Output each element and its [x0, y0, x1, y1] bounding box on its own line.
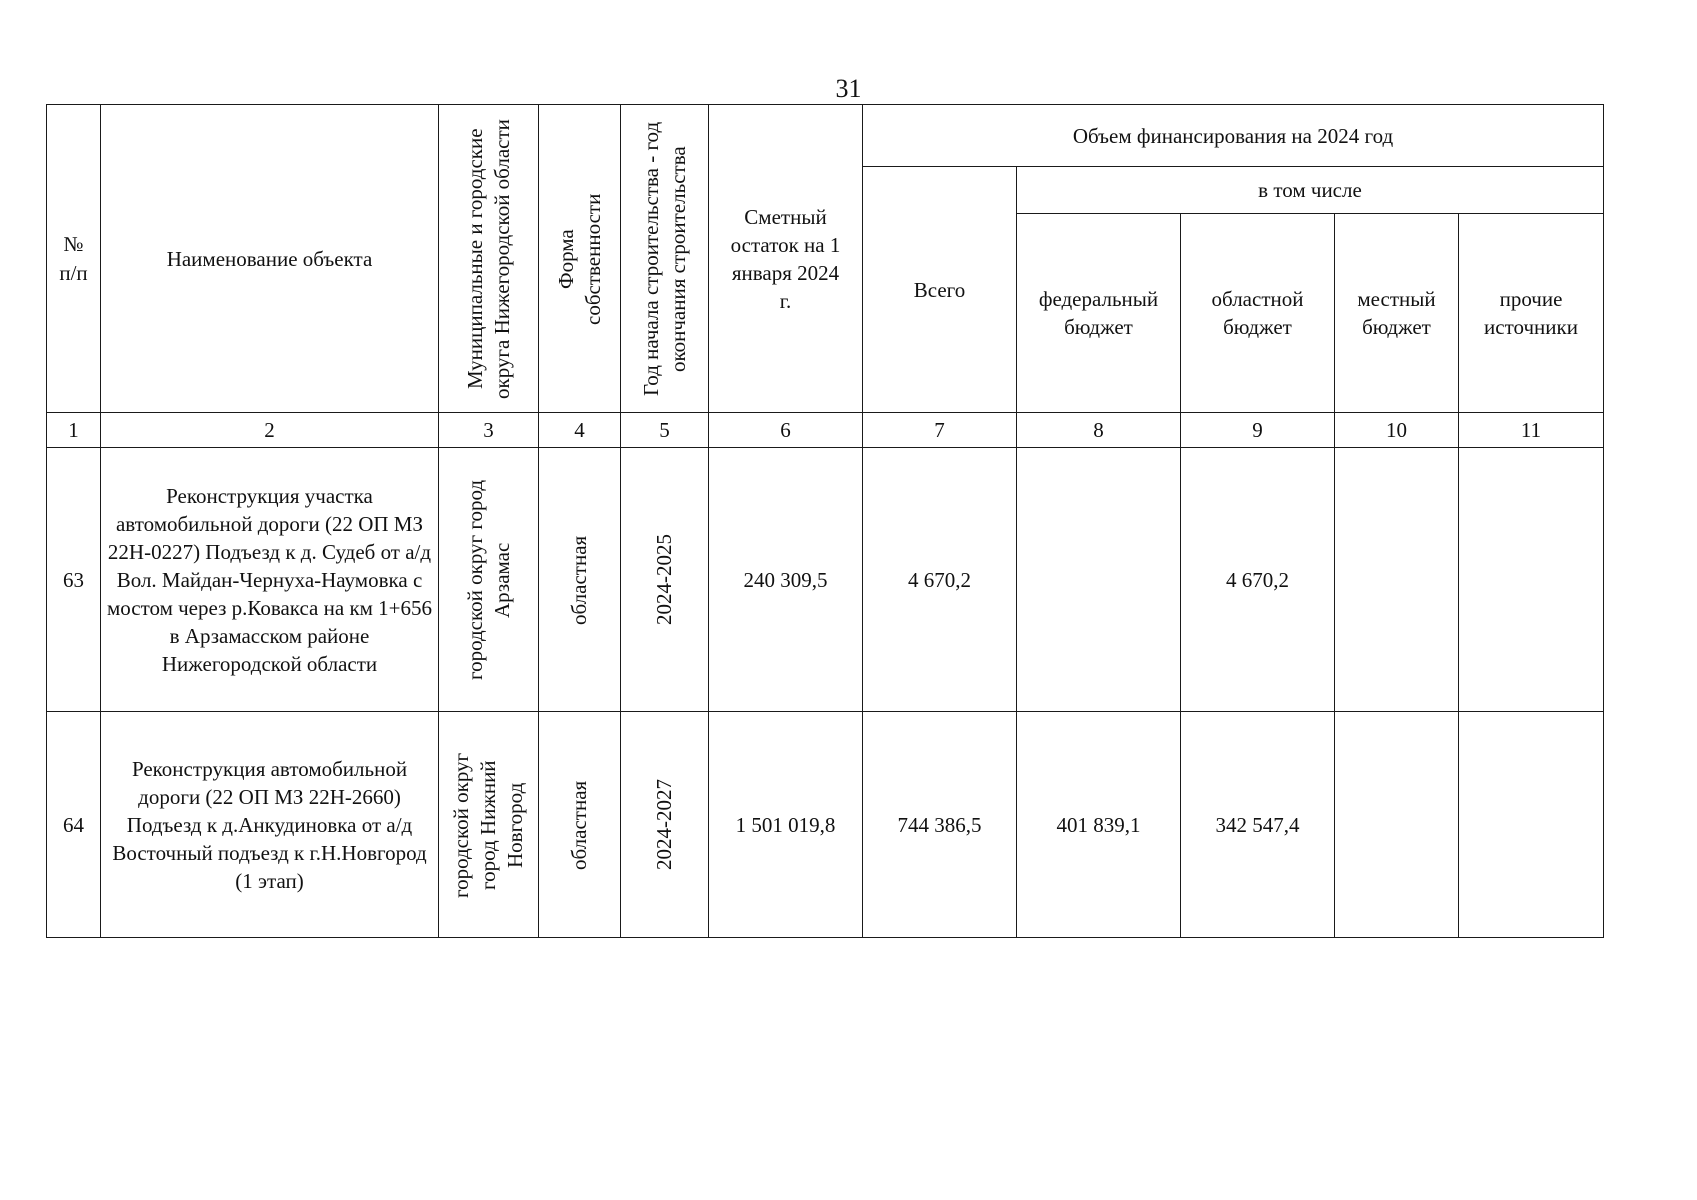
row-federal [1017, 448, 1181, 712]
row-ownership-label: областная [567, 779, 591, 870]
row-regional: 342 547,4 [1181, 712, 1335, 938]
row-name: Реконструкция участка автомобильной дороги (22 ОП МЗ 22Н-0227) Подъезд к д. Судеб от а/д Вол. Майдан-Чернуха-Наумовка с мостом через р.Ковакса на км 1+656 в Арзамасском районе Нижегородской области [101, 448, 439, 712]
header-estimate-label: Сметный остаток на 1 января 2024 г. [730, 204, 841, 313]
header-financing-group: Объем финансирования на 2024 год [863, 105, 1604, 167]
header-regional-label: областной бюджет [1211, 287, 1304, 339]
header-num [47, 105, 101, 413]
column-number: 4 [539, 413, 621, 448]
row-municipality-label: городской округ город Арзамас [462, 479, 514, 680]
row-ownership [539, 712, 621, 938]
row-ownership [539, 448, 621, 712]
row-years-label: 2024-2027 [652, 779, 676, 870]
column-number: 7 [863, 413, 1017, 448]
header-federal-label: федеральный бюджет [1038, 287, 1159, 339]
header-ownership [539, 105, 621, 413]
header-local-label: местный бюджет [1357, 287, 1436, 339]
header-num-label: № п/п [59, 231, 88, 285]
header-regional [1181, 214, 1335, 413]
row-total: 4 670,2 [863, 448, 1017, 712]
header-other [1459, 214, 1604, 413]
financing-table [46, 104, 1604, 938]
row-num: 63 [47, 448, 101, 712]
column-numbers-row [47, 413, 1604, 448]
header-name: Наименование объекта [101, 105, 439, 413]
row-years [621, 448, 709, 712]
header-including: в том числе [1017, 167, 1604, 214]
row-num: 64 [47, 712, 101, 938]
row-years [621, 712, 709, 938]
header-local [1335, 214, 1459, 413]
table-row [47, 712, 1604, 938]
row-municipality [439, 448, 539, 712]
header-total: Всего [863, 167, 1017, 413]
header-estimate [709, 105, 863, 413]
header-municipality-label: Муниципальные и городские округа Нижегородской области [462, 118, 514, 399]
header-years [621, 105, 709, 413]
row-other [1459, 712, 1604, 938]
header-ownership-label: Форма собственности [553, 192, 605, 325]
column-number: 10 [1335, 413, 1459, 448]
column-number: 1 [47, 413, 101, 448]
header-row-1 [47, 105, 1604, 167]
row-name: Реконструкция автомобильной дороги (22 ОП МЗ 22Н-2660) Подъезд к д.Анкудиновка от а/д Восточный подъезд к г.Н.Новгород (1 этап) [101, 712, 439, 938]
row-municipality-label: городской округ город Нижний Новгород [449, 751, 527, 898]
header-years-label: Год начала строительства - год окончания строительства [638, 121, 690, 396]
column-number: 2 [101, 413, 439, 448]
row-total: 744 386,5 [863, 712, 1017, 938]
table-row [47, 448, 1604, 712]
column-number: 3 [439, 413, 539, 448]
header-other-label: прочие источники [1484, 287, 1578, 339]
header-federal [1017, 214, 1181, 413]
row-local [1335, 448, 1459, 712]
row-federal: 401 839,1 [1017, 712, 1181, 938]
row-estimate: 240 309,5 [709, 448, 863, 712]
column-number: 6 [709, 413, 863, 448]
column-number: 8 [1017, 413, 1181, 448]
row-regional: 4 670,2 [1181, 448, 1335, 712]
column-number: 5 [621, 413, 709, 448]
row-ownership-label: областная [567, 534, 591, 625]
column-number: 9 [1181, 413, 1335, 448]
header-municipality [439, 105, 539, 413]
row-local [1335, 712, 1459, 938]
row-years-label: 2024-2025 [652, 534, 676, 625]
column-number: 11 [1459, 413, 1604, 448]
page-number: 31 [835, 74, 862, 103]
row-estimate: 1 501 019,8 [709, 712, 863, 938]
row-municipality [439, 712, 539, 938]
row-other [1459, 448, 1604, 712]
